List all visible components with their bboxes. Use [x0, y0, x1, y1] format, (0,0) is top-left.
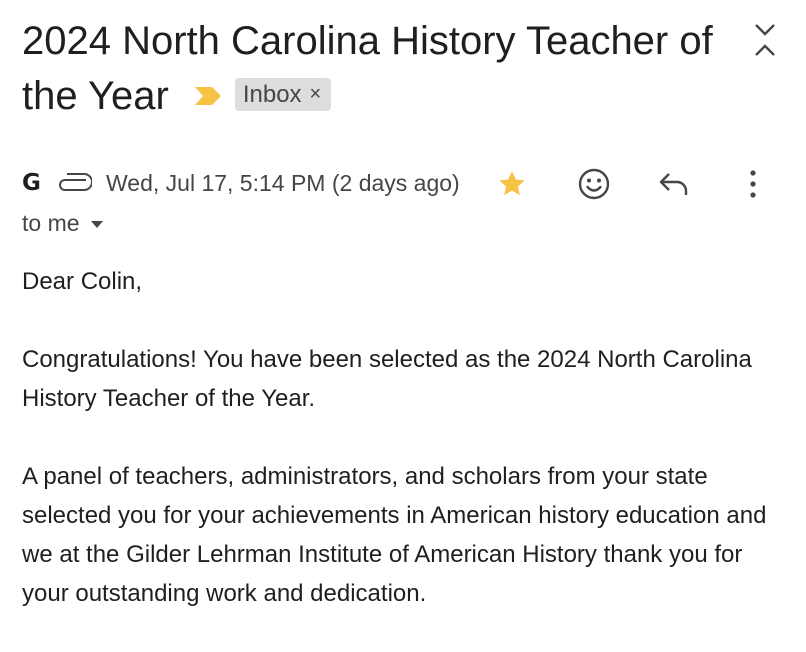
important-marker-icon[interactable]: [195, 87, 221, 105]
recipient-details[interactable]: [22, 210, 104, 237]
expand-collapse-icon[interactable]: [752, 22, 778, 58]
body-paragraph: Dear Colin,: [22, 268, 143, 295]
label-text: Inbox: [242, 80, 302, 108]
message-header: [22, 166, 792, 202]
add-reaction-icon[interactable]: [577, 167, 611, 201]
subject-text: 2024 North Carolina History Teacher of the Year: [22, 19, 713, 118]
message-date: Wed, Jul 17, 5:14 PM (2 days ago): [106, 170, 460, 196]
sender-name[interactable]: G: [22, 170, 41, 196]
label-chip-inbox: [235, 78, 331, 111]
chevron-down-icon[interactable]: [90, 220, 104, 230]
body-paragraph: A panel of teachers, administrators, and scholars from your state selected you for your achievements in American history education and we at the Gilder Lehrman Institute of American History thank you for your outstanding work and dedication.: [22, 463, 767, 607]
email-subject: [22, 14, 722, 124]
reply-icon[interactable]: [658, 170, 690, 198]
paperclip-icon: [56, 172, 92, 192]
recipient-text: to me: [22, 210, 80, 236]
message-body: [22, 262, 792, 652]
body-paragraph: Congratulations! You have been selected as the 2024 North Carolina History Teacher of the Year.: [22, 346, 752, 412]
remove-label-button[interactable]: ×: [309, 82, 322, 105]
more-vertical-icon[interactable]: [746, 168, 760, 200]
star-icon[interactable]: [496, 168, 528, 200]
